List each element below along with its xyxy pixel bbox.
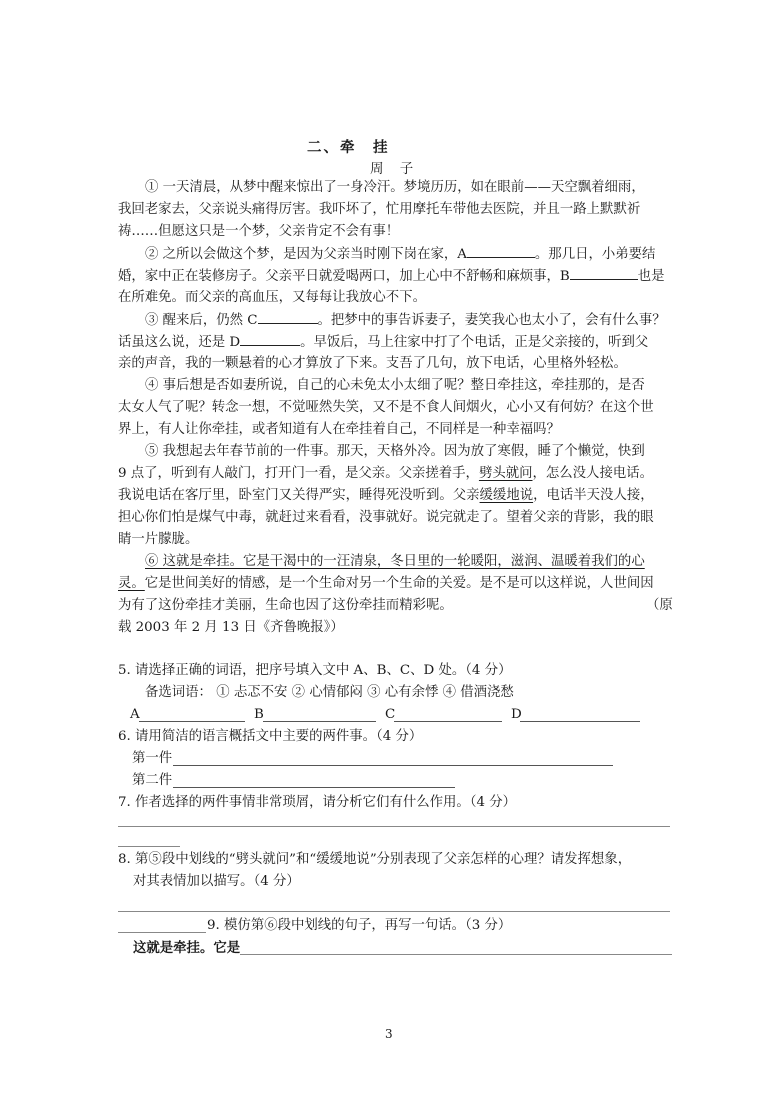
p6-line1-underlined: ⑥ 这就是牵挂。它是干渴中的一汪清泉，冬日里的一轮暖阳，滋润、温暖着我们的心: [145, 554, 645, 569]
p5-line4: 担心你们怕是煤气中毒，就赶过来看看，没事就好。说完就走了。望着父亲的背影，我的眼: [118, 510, 654, 525]
q5-answer-d-line[interactable]: [520, 721, 640, 722]
underline-pitou-jiuwen: 劈头就问: [478, 466, 533, 481]
p3-line2-b: 。早饭后，马上往家中打了个电话，正是父亲接的，听到父: [300, 335, 649, 350]
question-5: 5. 请选择正确的词语，把序号填入文中 A、B、C、D 处。（4 分）: [118, 663, 512, 678]
q7-answer-line-2[interactable]: [118, 846, 180, 847]
q5-answer-d-label: D: [511, 707, 522, 722]
article-title: 二、牵 挂: [307, 139, 390, 156]
p2-line1: [145, 243, 655, 266]
article-author: 周 子: [370, 161, 420, 177]
question-8-line1: 8. 第⑤段中划线的“劈头就问”和“缓缓地说”分别表现了父亲怎样的心理？请发挥想象，: [118, 852, 632, 867]
q7-answer-line-1[interactable]: [118, 826, 670, 827]
p1-line1: ① 一天清晨，从梦中醒来惊出了一身冷汗。梦境历历，如在眼前——天空飘着细雨，: [145, 180, 645, 195]
p3-line3: 亲的声音，我的一颗悬着的心才算放了下来。支吾了几句，放下电话，心里格外轻松。: [118, 356, 627, 371]
q5-answer-b-line[interactable]: [263, 721, 376, 722]
p5-line3: [118, 485, 654, 507]
q6-second-line[interactable]: [173, 787, 455, 788]
p3-line2: [118, 331, 648, 354]
p3-line1-b: 。把梦中的事告诉妻子，妻笑我心也太小了，会有什么事？: [317, 313, 666, 328]
q5-answer-a-label: A: [130, 707, 140, 722]
blank-a[interactable]: [467, 243, 535, 258]
question-6: 6. 请用简洁的语言概括文中主要的两件事。（4 分）: [118, 729, 423, 744]
q6-first-line[interactable]: [173, 765, 613, 766]
q9-answer-line[interactable]: [240, 954, 672, 955]
question-9: 9. 模仿第⑥段中划线的句子，再写一句话。（3 分）: [207, 918, 512, 933]
p2-line1-b: 。那几日，小弟要结: [534, 247, 656, 262]
q6-first-label: 第一件: [132, 751, 173, 766]
p6-line2-underlined: 灵。: [118, 576, 145, 591]
p3-line2-a: 话虽这么说，还是 D: [118, 335, 241, 350]
p6-line2: [118, 573, 654, 595]
q8-answer-line-2[interactable]: [118, 932, 206, 933]
p6-line2-rest: 它是世间美好的情感，是一个生命对另一个生命的关爱。是不是可以这样说，人世间因: [144, 576, 654, 591]
p2-line2: [118, 265, 665, 288]
q9-sentence-lead: 这就是牵挂。它是: [133, 940, 241, 956]
p4-line1: ④ 事后想是否如妻所说，自己的心未免太小太细了呢？整日牵挂这，牵挂那的，是否: [145, 378, 645, 393]
page-number: 3: [385, 1027, 393, 1041]
q8-answer-line-1[interactable]: [118, 911, 670, 912]
p4-line3: 界上，有人让你牵挂，或者知道有人在牵挂着自己，不同样是一种幸福吗？: [118, 422, 560, 437]
p5-line5: 睛一片朦胧。: [118, 532, 199, 547]
p2-line2-b: 也是: [637, 269, 665, 284]
p6-line4-source: 载 2003 年 2 月 13 日《齐鲁晚报》）: [118, 620, 344, 635]
blank-c[interactable]: [258, 309, 318, 324]
p5-line3-c: ，电话半天没人接，: [533, 488, 654, 503]
blank-d[interactable]: [240, 331, 300, 346]
p2-line1-a: ② 之所以会做这个梦，是因为父亲当时刚下岗在家，A: [145, 247, 467, 262]
p5-line2-a: 9 点了，听到有人敲门，打开门一看，是父亲。父亲搓着手，: [118, 466, 479, 481]
p5-line2-c: ，怎么没人接电话。: [532, 466, 654, 481]
question-5-options: 备选词语： ① 忐忑不安 ② 心情郁闷 ③ 心有余悸 ④ 借酒浇愁: [145, 685, 514, 700]
p5-line1: ⑤ 我想起去年春节前的一件事。那天，天格外冷。因为放了寒假，睡了个懒觉，快到: [145, 444, 645, 459]
question-8-line2: 对其表情加以描写。（4 分）: [133, 874, 300, 889]
p5-line3-a: 我说电话在客厅里，卧室门又关得严实，睡得死没听到。父亲: [118, 488, 480, 503]
q5-answer-c-label: C: [385, 707, 396, 722]
p3-line1: [145, 309, 666, 332]
p6-line3: 为有了这份牵挂才美丽，生命也因了这份牵挂而精彩呢。: [118, 598, 453, 613]
p2-line3: 在所难免。而父亲的高血压，又每每让我放心不下。: [118, 290, 426, 305]
p4-line2: 太女人气了呢？转念一想，不觉哑然失笑，又不是不食人间烟火，心小又有何妨？在这个世: [118, 400, 654, 415]
q5-answer-c-line[interactable]: [394, 721, 502, 722]
underline-huanhuan-dishuo: 缓缓地说: [479, 488, 534, 503]
q6-second-label: 第二件: [132, 773, 173, 788]
p5-line2: [118, 463, 653, 485]
question-7: 7. 作者选择的两件事情非常琐屑，请分析它们有什么作用。（4 分）: [118, 795, 517, 810]
q5-answer-b-label: B: [254, 707, 264, 722]
p6-line3-right: （原: [646, 598, 673, 613]
p2-line2-a: 婚，家中正在装修房子。父亲平日就爱喝两口，加上心中不舒畅和麻烦事，B: [118, 269, 570, 284]
q5-answer-a-line[interactable]: [139, 721, 245, 722]
p1-line3: 祷……但愿这只是一个梦，父亲肯定不会有事！: [118, 224, 400, 239]
p3-line1-a: ③ 醒来后，仍然 C: [145, 313, 258, 328]
blank-b[interactable]: [570, 265, 638, 280]
p1-line2: 我回老家去，父亲说头痛得厉害。我吓坏了，忙用摩托车带他去医院，并且一路上默默祈: [118, 202, 641, 217]
